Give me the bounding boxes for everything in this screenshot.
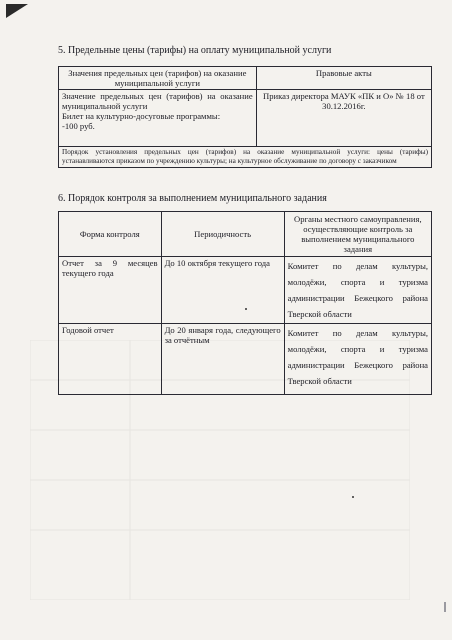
scan-speck [352, 496, 354, 498]
price-amount: -100 руб. [62, 121, 95, 131]
price-table-row [59, 90, 432, 147]
margin-mark [444, 602, 446, 612]
staple-mark [6, 4, 28, 18]
control-form-cell: Отчет за 9 месяцев текущего года [59, 257, 162, 324]
price-setting-note: Порядок установления предельных цен (тарифов) на оказание муниципальной услуги: цены (тарифы) устанавливаются приказом по учреждению культуры; на культурное обслуживание по договору с заказчиком [59, 147, 432, 168]
control-form-cell: Годовой отчет [59, 324, 162, 395]
control-table-header [59, 212, 432, 257]
header-legal-acts: Правовые акты [256, 67, 431, 90]
scan-speck [245, 308, 247, 310]
header-price-values: Значения предельных цен (тарифов) на оказание муниципальной услуги [59, 67, 257, 90]
header-authorities: Органы местного самоуправления, осуществляющие контроль за выполнением муниципального задания [284, 212, 431, 257]
price-value-cell [59, 90, 257, 147]
header-control-form: Форма контроля [59, 212, 162, 257]
price-ticket-line: Билет на культурно-досуговые программы: [62, 111, 221, 121]
section-5-title: 5. Предельные цены (тарифы) на оплату муниципальной услуги [58, 45, 332, 56]
header-periodicity: Периодичность [161, 212, 284, 257]
price-table [58, 66, 432, 168]
control-row [59, 257, 432, 324]
authority-cell: Комитет по делам культуры, молодёжи, спорта и туризма администрации Бежецкого района Тверской области [284, 257, 431, 324]
authority-cell: Комитет по делам культуры, молодёжи, спорта и туризма администрации Бежецкого района Тверской области [284, 324, 431, 395]
section-6-title: 6. Порядок контроля за выполнением муниципального задания [58, 193, 327, 204]
periodicity-cell: До 10 октября текущего года [161, 257, 284, 324]
price-note-row [59, 147, 432, 168]
price-value-line: Значение предельных цен (тарифов) на оказание муниципальной услуги [62, 91, 253, 111]
bleed-through-shadow [30, 340, 410, 600]
legal-act-cell: Приказ директора МАУК «ПК и О» № 18 от 30.12.2016г. [256, 90, 431, 147]
price-table-header [59, 67, 432, 90]
periodicity-cell: До 20 января года, следующего за отчётным [161, 324, 284, 395]
